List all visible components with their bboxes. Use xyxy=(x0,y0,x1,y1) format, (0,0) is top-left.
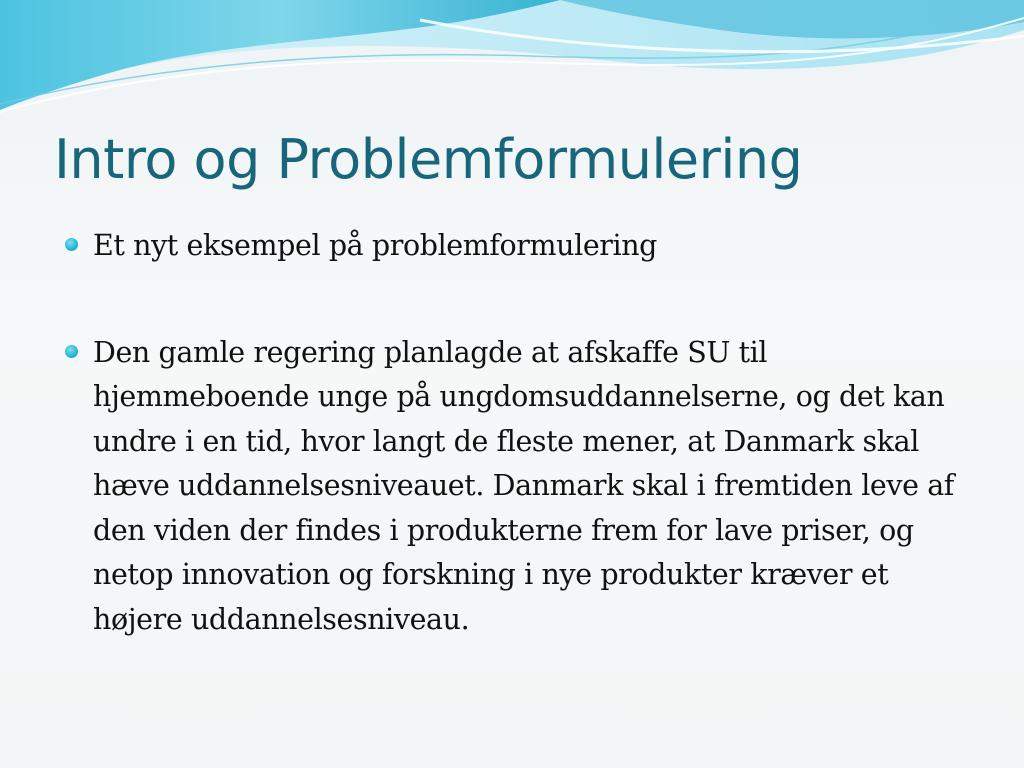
bullet-item xyxy=(62,331,962,643)
bullet-dot-icon xyxy=(65,345,78,358)
bullet-text: Et nyt eksempel på problemformulering xyxy=(93,229,658,262)
bullet-item xyxy=(62,224,962,269)
bullet-dot-icon xyxy=(65,238,78,251)
slide-title: Intro og Problemformulering xyxy=(54,128,803,191)
bullet-list xyxy=(62,224,962,642)
wave-header-decoration xyxy=(0,0,1024,120)
bullet-text: Den gamle regering planlagde at afskaffe SU til hjemmeboende unge på ungdomsuddannelserne, og det kan undre i en tid, hvor langt de fleste mener, at Danmark skal hæve uddannelsesniveauet. Danmark skal i fremtiden leve af den viden der findes i produkterne frem for lave priser, og netop innovation og forskning i nye produkter kræver et højere uddannelsesniveau. xyxy=(93,335,954,636)
